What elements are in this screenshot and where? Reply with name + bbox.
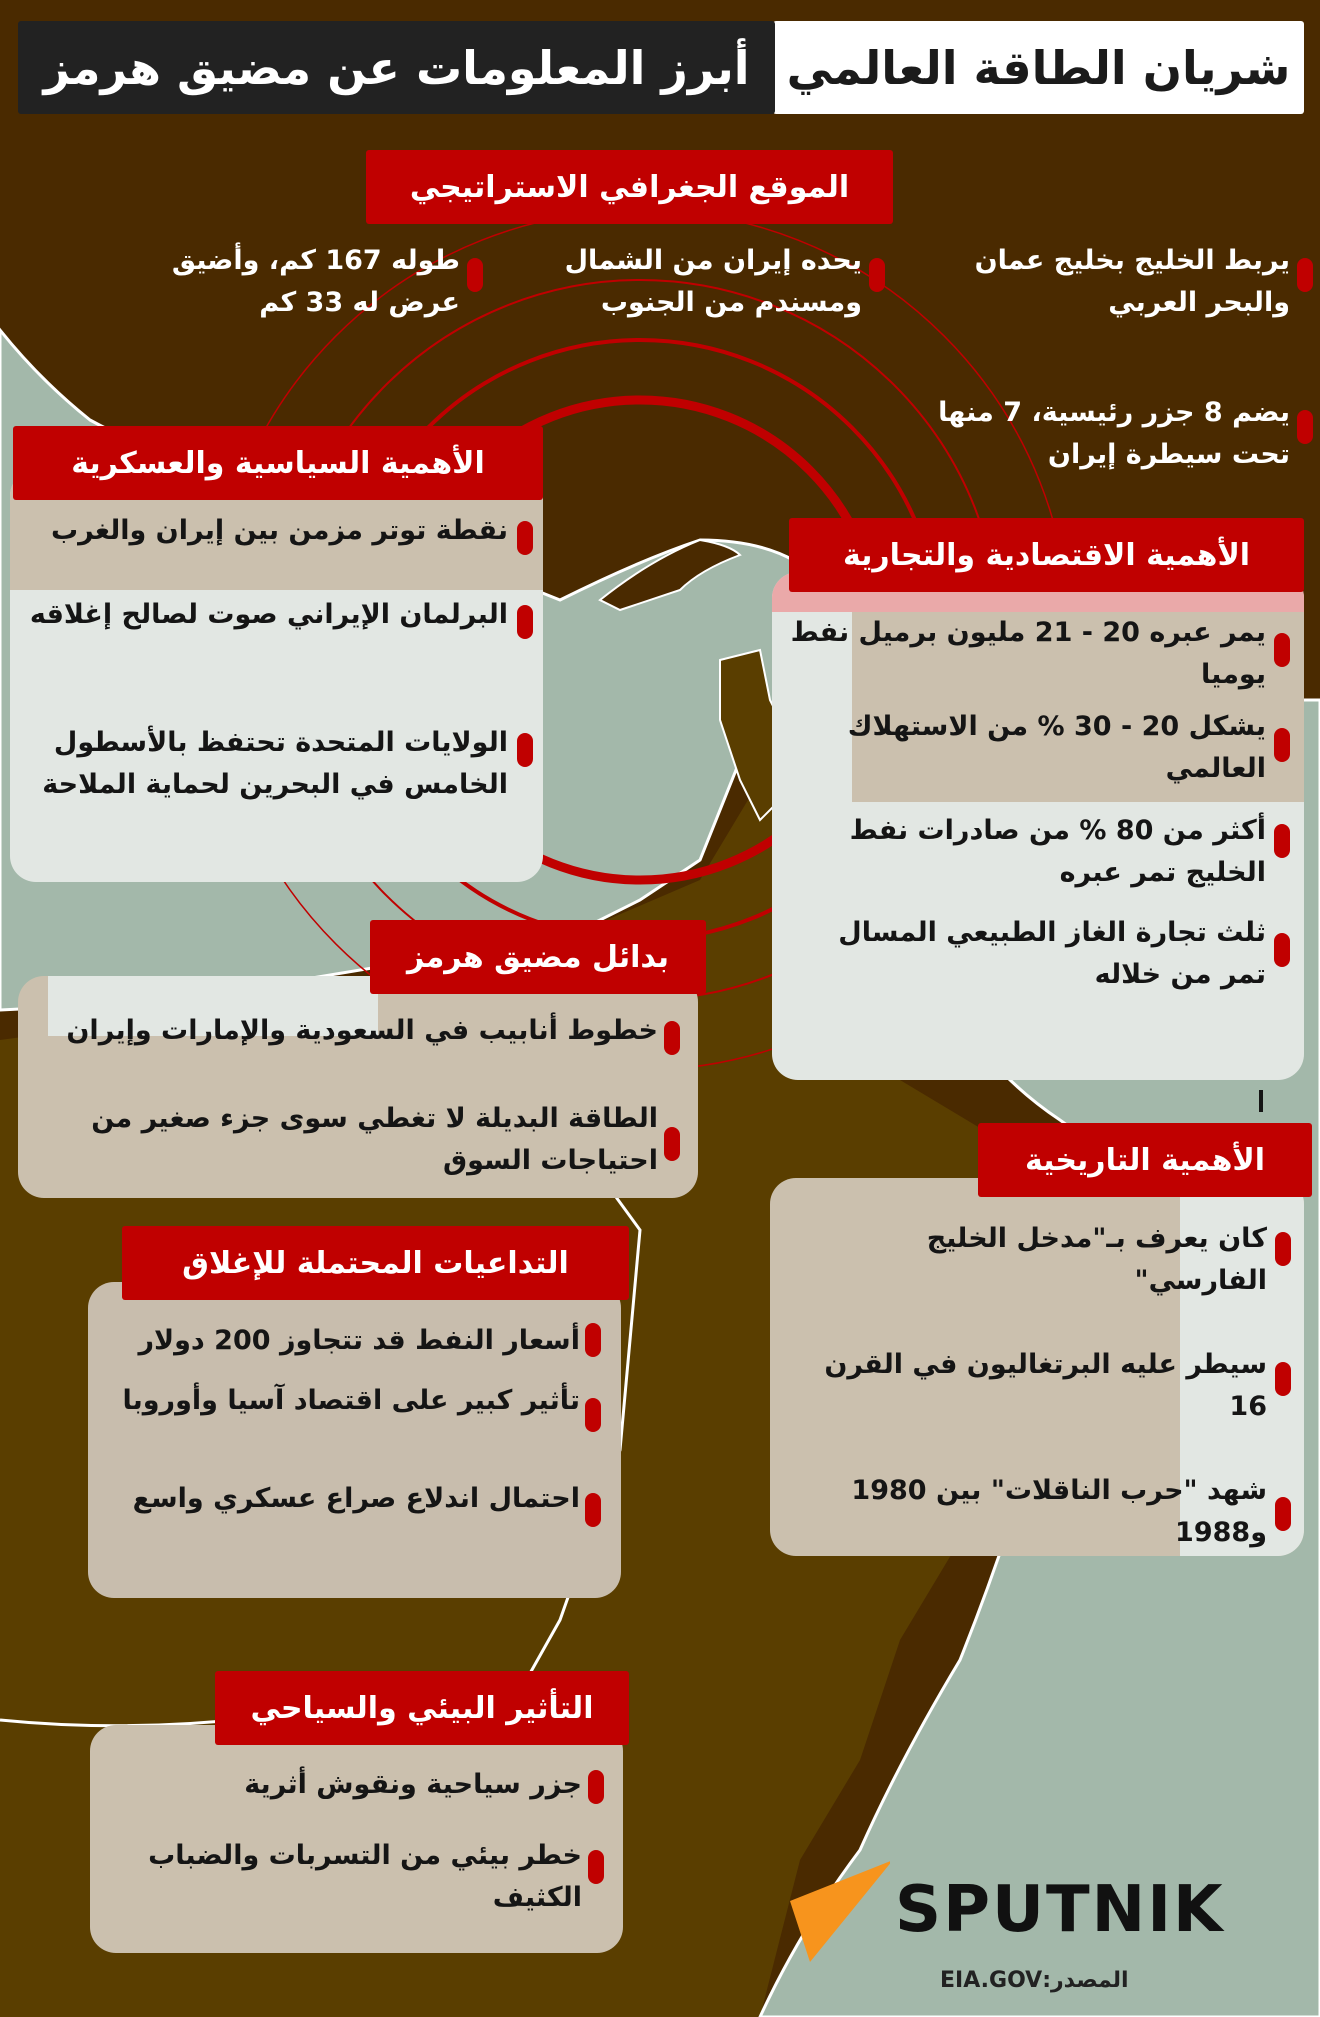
bullet-icon (517, 605, 533, 639)
historical-item-3: شهد "حرب الناقلات" بين 1980 و1988 (851, 1475, 1267, 1548)
bullet-icon (1275, 1232, 1291, 1266)
bullet-icon (1275, 1362, 1291, 1396)
alternatives-item-2: الطاقة البديلة لا تغطي سوى جزء صغير من احتياجات السوق (91, 1103, 658, 1176)
alternatives-header: بدائل مضيق هرمز (370, 920, 706, 994)
environment-header: التأثير البيئي والسياحي (215, 1671, 629, 1745)
bullet-icon (1275, 1497, 1291, 1531)
bullet-icon (664, 1127, 680, 1161)
source-credit: المصدر:EIA.GOV (940, 1968, 1129, 1993)
bullet-icon (1274, 633, 1290, 667)
bullet-icon (1274, 824, 1290, 858)
title-secondary-box (18, 21, 775, 114)
historical-header: الأهمية التاريخية (978, 1123, 1312, 1197)
bullet-icon (1274, 933, 1290, 967)
political-header: الأهمية السياسية والعسكرية (13, 426, 543, 500)
political-item-1: نقطة توتر مزمن بين إيران والغرب (50, 515, 508, 546)
bullet-icon (517, 733, 533, 767)
repercussions-header: التداعيات المحتملة للإغلاق (122, 1226, 629, 1300)
economic-header: الأهمية الاقتصادية والتجارية (789, 518, 1304, 592)
alternatives-item-1: خطوط أنابيب في السعودية والإمارات وإيران (66, 1015, 658, 1046)
historical-item-2: سيطر عليه البرتغاليون في القرن 16 (824, 1349, 1267, 1422)
title-primary-box (773, 21, 1304, 114)
repercussions-item-3: احتمال اندلاع صراع عسكري واسع (132, 1483, 580, 1514)
bullet-icon (588, 1850, 604, 1884)
environment-item-1: جزر سياحية ونقوش أثرية (244, 1769, 582, 1800)
bullet-icon (588, 1770, 604, 1804)
economic-item-2: يشكل 20 - 30 % من الاستهلاك العالمي (847, 711, 1266, 784)
bullet-icon (1297, 410, 1313, 444)
sputnik-logo-text: SPUTNIK (895, 1873, 1225, 1947)
political-item-3: الولايات المتحدة تحتفظ بالأسطول الخامس في البحرين لحماية الملاحة (42, 727, 508, 800)
economic-item-4: ثلث تجارة الغاز الطبيعي المسال تمر من خلاله (838, 917, 1266, 990)
geographic-header: الموقع الجغرافي الاستراتيجي (366, 150, 893, 224)
bullet-icon (517, 521, 533, 555)
repercussions-item-2: تأثير كبير على اقتصاد آسيا وأوروبا (122, 1385, 580, 1416)
bullet-icon (1274, 728, 1290, 762)
economic-item-3: أكثر من 80 % من صادرات نفط الخليج تمر عبره (849, 815, 1266, 888)
repercussions-item-1: أسعار النفط قد تتجاوز 200 دولار (138, 1325, 580, 1356)
geographic-item-3: طوله 167 كم، وأضيق عرض له 33 كم (171, 245, 460, 318)
economic-item-1: يمر عبره 20 - 21 مليون برميل نفط يوميا (790, 617, 1266, 690)
political-item-2: البرلمان الإيراني صوت لصالح إغلاقه (29, 599, 508, 630)
historical-item-1: كان يعرف بـ"مدخل الخليج الفارسي" (926, 1223, 1267, 1296)
bullet-icon (585, 1398, 601, 1432)
geographic-item-4: يضم 8 جزر رئيسية، 7 منها تحت سيطرة إيران (938, 397, 1290, 470)
title-primary: شريان الطاقة العالمي (786, 40, 1291, 95)
geographic-item-2: يحده إيران من الشمال ومسندم من الجنوب (564, 245, 862, 318)
bullet-icon (664, 1021, 680, 1055)
bullet-icon (585, 1493, 601, 1527)
geographic-item-1: يربط الخليج بخليج عمان والبحر العربي (974, 245, 1290, 318)
bullet-icon (585, 1323, 601, 1357)
title-secondary: أبرز المعلومات عن مضيق هرمز (43, 40, 750, 95)
environment-item-2: خطر بيئي من التسربات والضباب الكثيف (148, 1840, 582, 1913)
bullet-icon (869, 258, 885, 292)
bullet-icon (467, 258, 483, 292)
separator-mark (1259, 1090, 1263, 1112)
sputnik-logo-icon (790, 1860, 890, 1964)
bullet-icon (1297, 258, 1313, 292)
